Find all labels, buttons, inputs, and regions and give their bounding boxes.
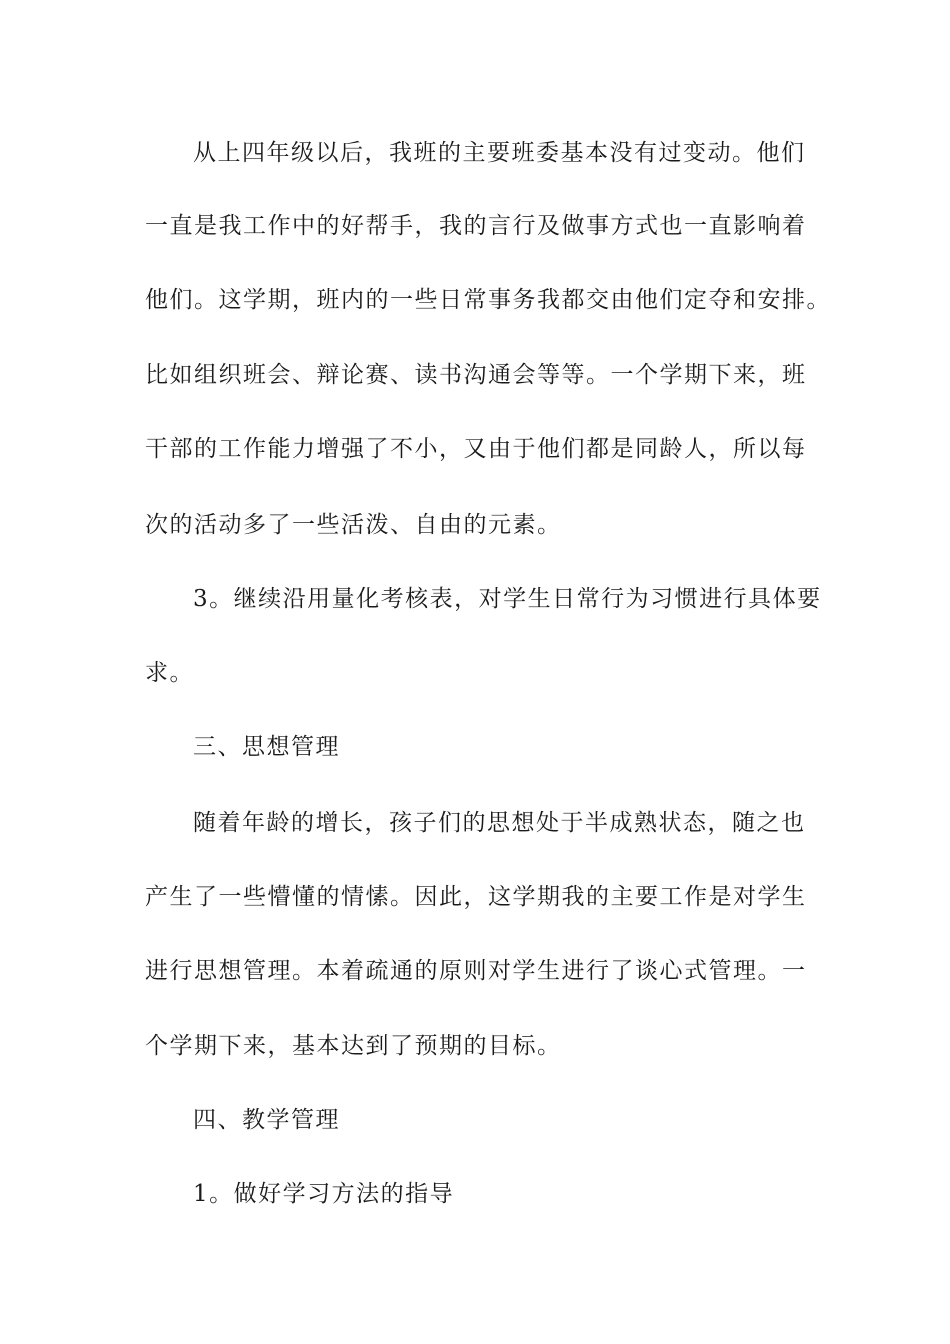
- list-item-3: 3。继续沿用量化考核表，对学生日常行为习惯进行具体要: [193, 586, 822, 612]
- paragraph-line: 比如组织班会、辩论赛、读书沟通会等等。一个学期下来，班: [145, 362, 807, 388]
- paragraph-line: 进行思想管理。本着疏通的原则对学生进行了谈心式管理。一: [145, 958, 807, 984]
- paragraph-line: 产生了一些懵懂的情愫。因此，这学期我的主要工作是对学生: [145, 884, 807, 910]
- paragraph-line: 干部的工作能力增强了不小，又由于他们都是同龄人，所以每: [145, 436, 807, 462]
- paragraph-line: 次的活动多了一些活泼、自由的元素。: [145, 512, 562, 538]
- section-heading-3: 三、思想管理: [193, 734, 340, 760]
- paragraph-line: 他们。这学期，班内的一些日常事务我都交由他们定夺和安排。: [145, 287, 831, 313]
- paragraph-line: 个学期下来，基本达到了预期的目标。: [145, 1033, 562, 1059]
- list-item-1: 1。做好学习方法的指导: [193, 1181, 455, 1207]
- section-heading-4: 四、教学管理: [193, 1107, 340, 1133]
- paragraph-line: 求。: [145, 660, 194, 686]
- paragraph-line: 随着年龄的增长，孩子们的思想处于半成熟状态，随之也: [193, 810, 806, 836]
- paragraph-line: 从上四年级以后，我班的主要班委基本没有过变动。他们: [193, 140, 806, 166]
- paragraph-line: 一直是我工作中的好帮手，我的言行及做事方式也一直影响着: [145, 213, 807, 239]
